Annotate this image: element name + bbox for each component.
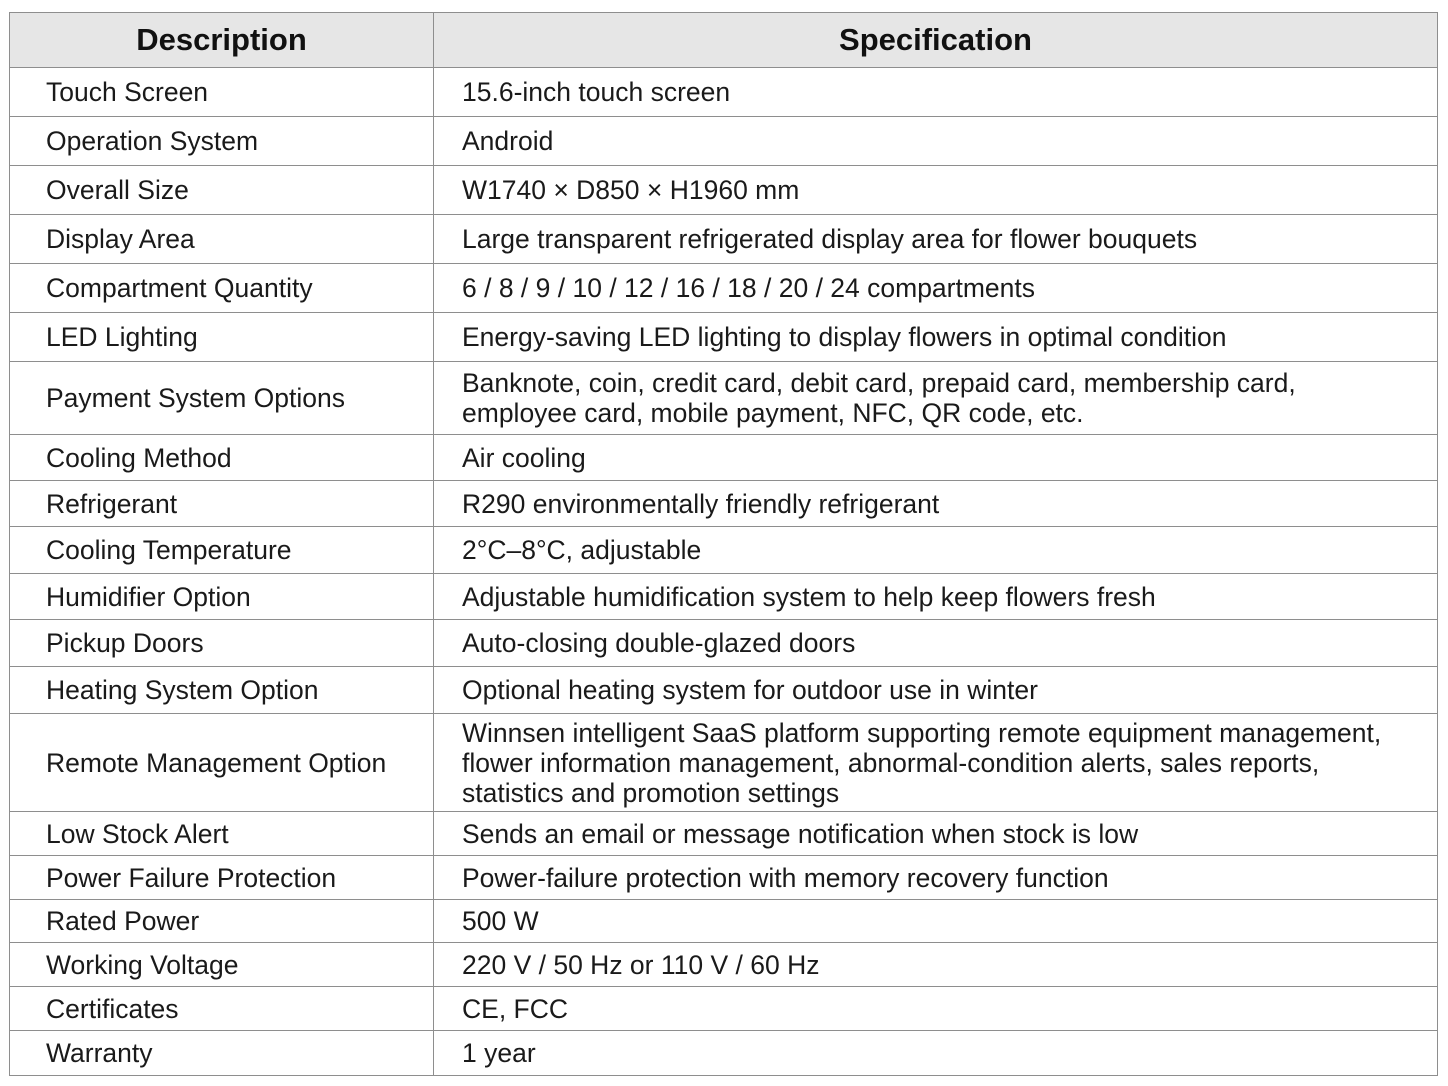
specification-cell: 1 year xyxy=(434,1031,1438,1076)
description-cell: Warranty xyxy=(10,1031,434,1076)
table-row xyxy=(10,620,1438,667)
specification-cell: Android xyxy=(434,117,1438,166)
table-row xyxy=(10,313,1438,362)
column-header-description: Description xyxy=(10,13,434,68)
table-row xyxy=(10,264,1438,313)
specification-cell: Sends an email or message notification when stock is low xyxy=(434,812,1438,856)
description-cell: Working Voltage xyxy=(10,943,434,987)
description-cell: Pickup Doors xyxy=(10,620,434,667)
description-cell: Heating System Option xyxy=(10,667,434,714)
table-row xyxy=(10,943,1438,987)
description-cell: Display Area xyxy=(10,215,434,264)
specification-cell: 15.6-inch touch screen xyxy=(434,68,1438,117)
specification-cell: 500 W xyxy=(434,900,1438,943)
specification-cell: 220 V / 50 Hz or 110 V / 60 Hz xyxy=(434,943,1438,987)
table-row xyxy=(10,215,1438,264)
table-row xyxy=(10,435,1438,481)
specification-cell: Banknote, coin, credit card, debit card, prepaid card, membership card, employee card, mobile payment, NFC, QR code, etc. xyxy=(434,362,1438,435)
specification-cell: 6 / 8 / 9 / 10 / 12 / 16 / 18 / 20 / 24 compartments xyxy=(434,264,1438,313)
table-row xyxy=(10,812,1438,856)
table-row xyxy=(10,527,1438,574)
specification-cell: R290 environmentally friendly refrigerant xyxy=(434,481,1438,527)
specification-cell: Large transparent refrigerated display area for flower bouquets xyxy=(434,215,1438,264)
specification-cell: Air cooling xyxy=(434,435,1438,481)
description-cell: Overall Size xyxy=(10,166,434,215)
description-cell: Humidifier Option xyxy=(10,574,434,620)
table-row xyxy=(10,68,1438,117)
description-cell: Cooling Temperature xyxy=(10,527,434,574)
specification-cell: W1740 × D850 × H1960 mm xyxy=(434,166,1438,215)
specification-cell: Auto-closing double-glazed doors xyxy=(434,620,1438,667)
description-cell: Touch Screen xyxy=(10,68,434,117)
header-row xyxy=(10,13,1438,68)
description-cell: Remote Management Option xyxy=(10,714,434,812)
table-row xyxy=(10,574,1438,620)
table-row xyxy=(10,987,1438,1031)
description-cell: Rated Power xyxy=(10,900,434,943)
specification-cell: Energy-saving LED lighting to display flowers in optimal condition xyxy=(434,313,1438,362)
column-header-specification: Specification xyxy=(434,13,1438,68)
description-cell: Payment System Options xyxy=(10,362,434,435)
specification-cell: 2°C–8°C, adjustable xyxy=(434,527,1438,574)
description-cell: Operation System xyxy=(10,117,434,166)
description-cell: Low Stock Alert xyxy=(10,812,434,856)
specification-cell: Optional heating system for outdoor use in winter xyxy=(434,667,1438,714)
specification-cell: Winnsen intelligent SaaS platform supporting remote equipment management, flower information management, abnormal-condition alerts, sales reports, statistics and promotion settings xyxy=(434,714,1438,812)
specification-table xyxy=(9,12,1438,1076)
table-row xyxy=(10,667,1438,714)
table-row xyxy=(10,481,1438,527)
table-row xyxy=(10,117,1438,166)
specification-cell: CE, FCC xyxy=(434,987,1438,1031)
table-row xyxy=(10,900,1438,943)
table-row xyxy=(10,362,1438,435)
table-row xyxy=(10,714,1438,812)
table-row xyxy=(10,166,1438,215)
specification-cell: Adjustable humidification system to help keep flowers fresh xyxy=(434,574,1438,620)
description-cell: Refrigerant xyxy=(10,481,434,527)
description-cell: Certificates xyxy=(10,987,434,1031)
specification-cell: Power-failure protection with memory recovery function xyxy=(434,856,1438,900)
description-cell: Cooling Method xyxy=(10,435,434,481)
table-row xyxy=(10,1031,1438,1076)
description-cell: Compartment Quantity xyxy=(10,264,434,313)
description-cell: LED Lighting xyxy=(10,313,434,362)
description-cell: Power Failure Protection xyxy=(10,856,434,900)
table-row xyxy=(10,856,1438,900)
